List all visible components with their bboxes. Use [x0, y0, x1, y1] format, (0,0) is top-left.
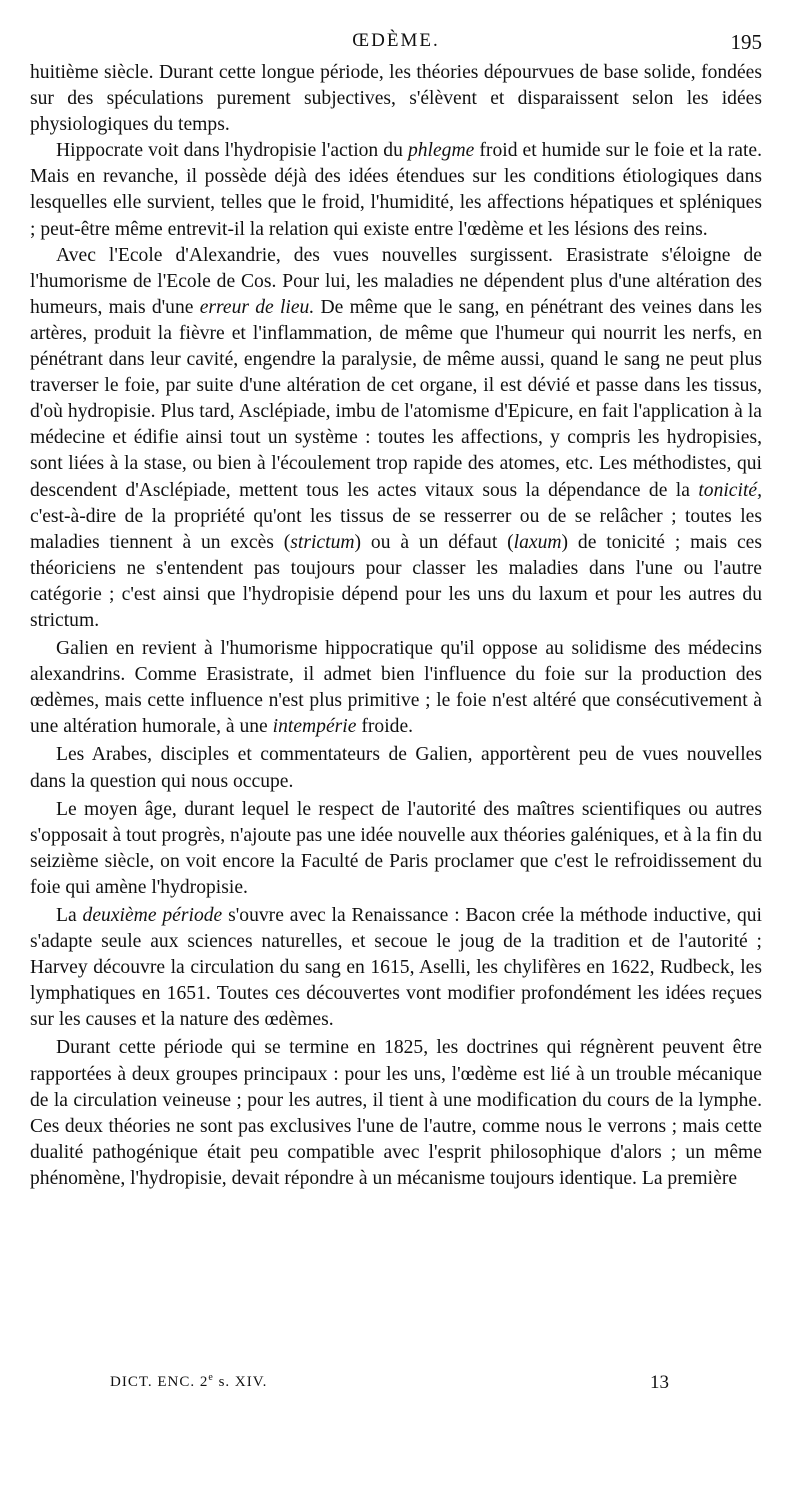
text-run: ) de tonicité ; mais ces théoriciens ne s'entendent pas toujours pour classer les maladies dans l'une ou l'autre catégorie ; c'est ainsi que l'hydropisie dépend pour les uns du laxum et pour les autres du strictum.: [30, 531, 762, 631]
text-run: huitième siècle. Durant cette longue période, les théories dépourvues de base solide, fondées sur des spéculations purement subjectives, s'élèvent et disparaissent selon les idées physiologiques du temps.: [30, 62, 762, 136]
italic-run: laxum: [513, 531, 562, 553]
italic-run: strictum: [290, 531, 355, 553]
text-run: Avec l'Ecole d'Alexandrie, des vues nouvelles surgissent. Erasistrate s'éloigne de l'humorisme de l'Ecole de Cos. Pour lui, les maladies ne dépendent plus d'une altération des humeurs, mais d'une: [30, 244, 762, 318]
paragraph: [30, 243, 762, 634]
text-run: c'est-à-dire de la propriété qu'ont les tissus de se resserrer ou de se relâcher ; toutes les maladies tiennent à un excès (: [30, 505, 762, 553]
signature-prefix: DICT. ENC. 2: [110, 1374, 209, 1390]
text-run: s'ouvre avec la Renaissance : Bacon crée la méthode inductive, qui s'adapte seule aux sciences naturelles, et secoue le joug de la tradition et de l'autorité ; Harvey découvre la circulation du sang en 1615, Aselli, les chylifères en 1622, Rudbeck, les lymphatiques en 1651. Toutes ces découvertes vont modifier profondément les idées reçues sur les causes et la nature des œdèmes.: [30, 905, 762, 1031]
signature-superscript: e: [208, 1372, 214, 1383]
text-run: ) ou à un défaut (: [354, 531, 514, 553]
text-run: Durant cette période qui se termine en 1825, les doctrines qui régnèrent peuvent être rapportées à deux groupes principaux : pour les uns, l'œdème est lié à un trouble mécanique de la circulation veineuse ; pour les autres, il tient à une modification du cours de la lymphe. Ces deux théories ne sont pas exclusives l'une de l'autre, comme nous le verrons ; mais cette dualité pathogénique était peu compatible avec l'esprit philosophique d'alors ; un même phénomène, l'hydropisie, devait répondre à un mécanisme toujours identique. La première: [30, 1037, 762, 1189]
paragraph: [30, 636, 762, 740]
italic-run: deuxième période: [82, 905, 223, 926]
paragraph: [30, 138, 762, 242]
text-run: Les Arabes, disciples et commentateurs de Galien, apportèrent peu de vues nouvelles dans la question qui nous occupe.: [30, 744, 762, 792]
italic-run: phlegme: [407, 140, 475, 162]
body-text: [30, 60, 762, 1192]
signature-suffix: s. XIV.: [213, 1374, 268, 1390]
text-run: froide.: [356, 716, 414, 738]
paragraph: [30, 903, 762, 1033]
page-number: 195: [730, 30, 762, 54]
running-title: ŒDÈME.: [352, 30, 440, 51]
italic-run: erreur de lieu.: [199, 296, 315, 318]
running-header: [30, 30, 762, 56]
text-run: froid et humide sur le foie et la rate. Mais en revanche, il possède déjà des idées étendues sur les conditions étiologiques dans lesquelles elle survient, telles que le froid, l'humidité, les affections hépatiques et spléniques ; peut-être même entrevit-il la relation qui existe entre l'œdème et les lésions des reins.: [30, 140, 762, 240]
paragraph: [30, 1035, 762, 1192]
page-footer: [30, 1372, 762, 1396]
text-run: Hippocrate voit dans l'hydropisie l'action du: [56, 140, 408, 162]
text-run: La: [56, 905, 83, 926]
paragraph: [30, 797, 762, 901]
italic-run: tonicité,: [698, 479, 762, 501]
paragraph: [30, 742, 762, 794]
italic-run: intempérie: [272, 716, 357, 738]
text-run: Le moyen âge, durant lequel le respect de l'autorité des maîtres scientifiques ou autres s'opposait à tout progrès, n'ajoute pas une idée nouvelle aux théories galéniques, et à la fin du seizième siècle, on voit encore la Faculté de Paris proclamer que c'est le refroidissement du foie qui amène l'hydropisie.: [30, 798, 762, 898]
printer-signature: [110, 1372, 267, 1391]
text-run: De même que le sang, en pénétrant des veines dans les artères, produit la fièvre et l'inflammation, de même que l'humeur qui nourrit les nerfs, en pénétrant dans leur cavité, engendre la paralysie, de même aussi, quand le sang ne peut plus traverser le foie, par suite d'une altération de cet organe, il est dévié et passe dans les tissus, d'où hydropisie. Plus tard, Asclépiade, imbu de l'atomisme d'Epicure, en fait l'application à la médecine et édifie ainsi tout un système : toutes les affections, y compris les hydropisies, sont liées à la stase, ou bien à l'écoulement trop rapide des atomes, etc. Les méthodistes, qui descendent d'Asclépiade, mettent tous les actes vitaux sous la dépendance de la: [30, 296, 762, 501]
paragraph: [30, 60, 762, 138]
sheet-number: 13: [650, 1372, 669, 1393]
text-run: Galien en revient à l'humorisme hippocratique qu'il oppose au solidisme des médecins alexandrins. Comme Erasistrate, il admet bien l'influence du foie sur la production des œdèmes, mais cette influence n'est plus primitive ; le foie n'est altéré que consécutivement à une altération humorale, à une: [30, 638, 762, 738]
